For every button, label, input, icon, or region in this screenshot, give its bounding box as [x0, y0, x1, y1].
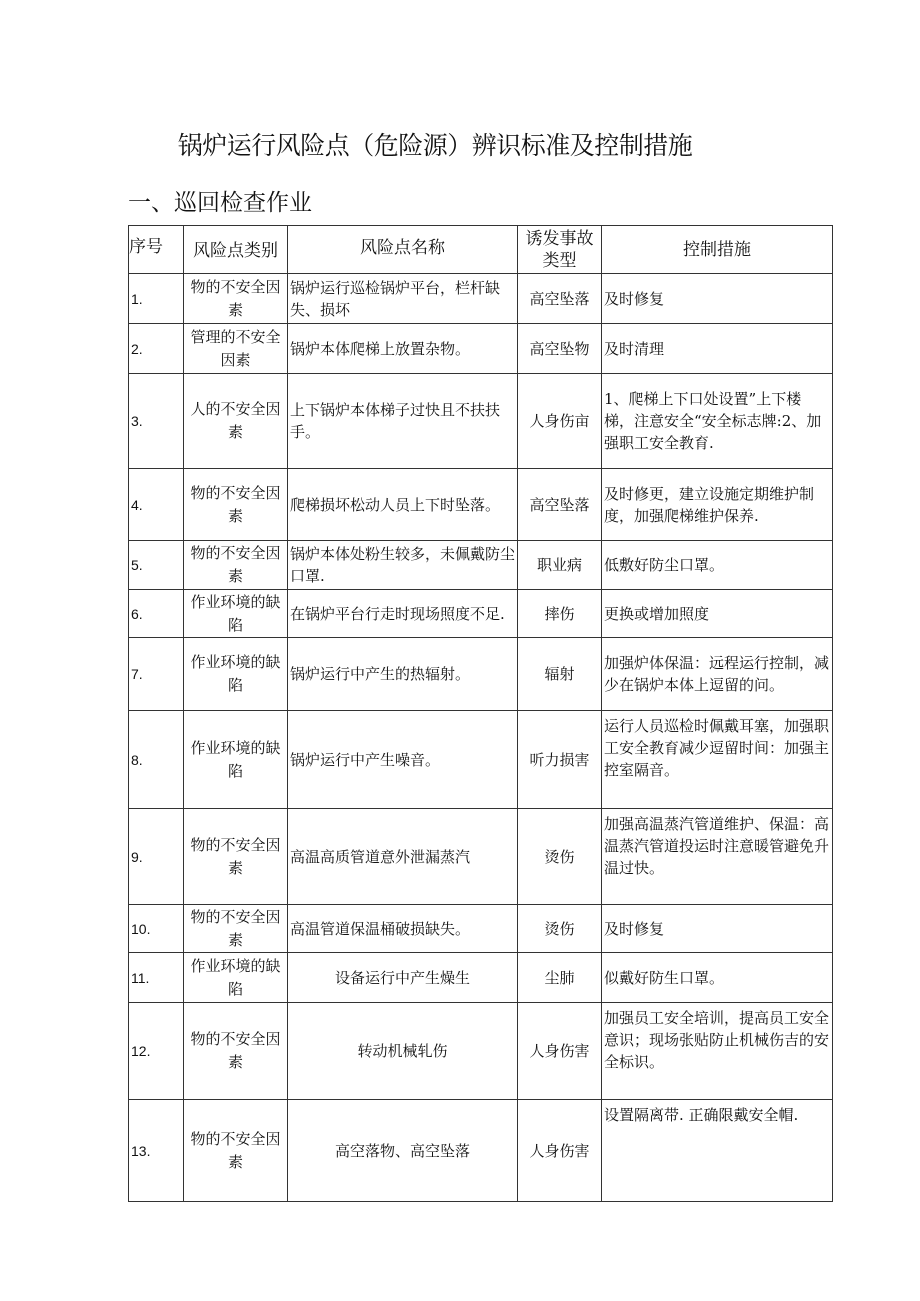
row-accident-type: 高空坠物 [518, 324, 602, 374]
row-control: 更换或增加照度 [602, 590, 833, 638]
row-name: 在锅炉平台行走时现场照度不足. [288, 590, 518, 638]
row-accident-type: 人身伤亩 [518, 374, 602, 469]
row-accident-type: 摔伤 [518, 590, 602, 638]
row-accident-type: 烫伤 [518, 905, 602, 953]
row-no: 5. [129, 541, 184, 590]
table-row [129, 541, 833, 590]
table-row [129, 590, 833, 638]
row-accident-type: 辐射 [518, 638, 602, 711]
row-control: 似戴好防生口罩。 [602, 953, 833, 1003]
row-no: 12. [129, 1003, 184, 1100]
row-category: 物的不安全因素 [184, 1100, 288, 1202]
row-name: 锅炉本体处粉生较多，未佩戴防尘口罩. [288, 541, 518, 590]
row-category: 物的不安全因素 [184, 1003, 288, 1100]
table-row [129, 274, 833, 324]
row-accident-type: 烫伤 [518, 809, 602, 905]
table-row [129, 711, 833, 809]
row-name: 高温高质管道意外泄漏蒸汽 [288, 809, 518, 905]
header-name: 风险点名称 [288, 226, 518, 274]
row-category: 作业环境的缺陷 [184, 638, 288, 711]
row-category: 作业环境的缺陷 [184, 953, 288, 1003]
row-category: 物的不安全因素 [184, 809, 288, 905]
row-no: 2. [129, 324, 184, 374]
table-row [129, 374, 833, 469]
row-no: 1. [129, 274, 184, 324]
row-no: 9. [129, 809, 184, 905]
row-control: 加强高温蒸汽管道维护、保温：高温蒸汽管道投运时注意暖管避免升温过快。 [602, 809, 833, 905]
row-control: 加强员工安全培训，提高员工安全意识；现场张贴防止机械伤吉的安全标识。 [602, 1003, 833, 1100]
table-row [129, 809, 833, 905]
row-control: 低敷好防尘口罩。 [602, 541, 833, 590]
header-no: 序号 [129, 226, 184, 274]
row-control: 加强炉体保温：远程运行控制，减少在锅炉本体上逗留的问。 [602, 638, 833, 711]
header-control: 控制措施 [602, 226, 833, 274]
document-title: 锅炉运行风险点（危险源）辨识标准及控制措施 [177, 131, 693, 160]
row-category: 人的不安全因素 [184, 374, 288, 469]
row-name: 锅炉运行中产生噪音。 [288, 711, 518, 809]
row-name: 爬梯损坏松动人员上下时坠落。 [288, 469, 518, 541]
row-no: 10. [129, 905, 184, 953]
row-accident-type: 高空坠落 [518, 274, 602, 324]
row-control: 1、爬梯上下口处设置”上下楼梯，注意安全“安全标志牌:2、加强职工安全教育. [602, 374, 833, 469]
row-control: 及时修复 [602, 905, 833, 953]
row-accident-type: 人身伤害 [518, 1100, 602, 1202]
row-no: 4. [129, 469, 184, 541]
table-row [129, 905, 833, 953]
row-category: 物的不安全因素 [184, 905, 288, 953]
header-category: 风险点类别 [184, 226, 288, 274]
risk-table [128, 225, 833, 1202]
row-name: 锅炉本体爬梯上放置杂物。 [288, 324, 518, 374]
row-accident-type: 尘肺 [518, 953, 602, 1003]
row-category: 物的不安全因素 [184, 469, 288, 541]
row-control: 运行人员巡检时佩戴耳塞，加强职工安全教育减少逗留时间：加强主控室隔音。 [602, 711, 833, 809]
row-no: 6. [129, 590, 184, 638]
row-name: 高温管道保温桶破损缺失。 [288, 905, 518, 953]
row-control: 及时修复 [602, 274, 833, 324]
row-name: 转动机械轧伤 [288, 1003, 518, 1100]
row-no: 13. [129, 1100, 184, 1202]
table-row [129, 1100, 833, 1202]
table-row [129, 638, 833, 711]
header-accident-type: 诱发事故类型 [518, 226, 602, 274]
row-no: 7. [129, 638, 184, 711]
row-no: 8. [129, 711, 184, 809]
row-category: 物的不安全因素 [184, 274, 288, 324]
row-category: 物的不安全因素 [184, 541, 288, 590]
row-accident-type: 高空坠落 [518, 469, 602, 541]
table-row [129, 953, 833, 1003]
table-row [129, 469, 833, 541]
row-control: 及时清理 [602, 324, 833, 374]
row-name: 上下锅炉本体梯子过快且不扶扶手。 [288, 374, 518, 469]
row-name: 锅炉运行巡检锅炉平台，栏杆缺失、损坏 [288, 274, 518, 324]
row-category: 作业环境的缺陷 [184, 711, 288, 809]
row-no: 3. [129, 374, 184, 469]
section-heading: 一、巡回检查作业 [128, 190, 312, 216]
row-accident-type: 人身伤害 [518, 1003, 602, 1100]
row-control: 设置隔离带. 正确限戴安全帽. [602, 1100, 833, 1202]
table-row [129, 1003, 833, 1100]
table-header-row [129, 226, 833, 274]
row-accident-type: 听力损害 [518, 711, 602, 809]
row-name: 设备运行中产生燥生 [288, 953, 518, 1003]
row-accident-type: 职业病 [518, 541, 602, 590]
row-name: 锅炉运行中产生的热辐射。 [288, 638, 518, 711]
row-no: 11. [129, 953, 184, 1003]
row-name: 高空落物、高空坠落 [288, 1100, 518, 1202]
row-control: 及时修更，建立设施定期维护制度，加强爬梯维护保养. [602, 469, 833, 541]
table-row [129, 324, 833, 374]
row-category: 作业环境的缺陷 [184, 590, 288, 638]
row-category: 管理的不安全因素 [184, 324, 288, 374]
